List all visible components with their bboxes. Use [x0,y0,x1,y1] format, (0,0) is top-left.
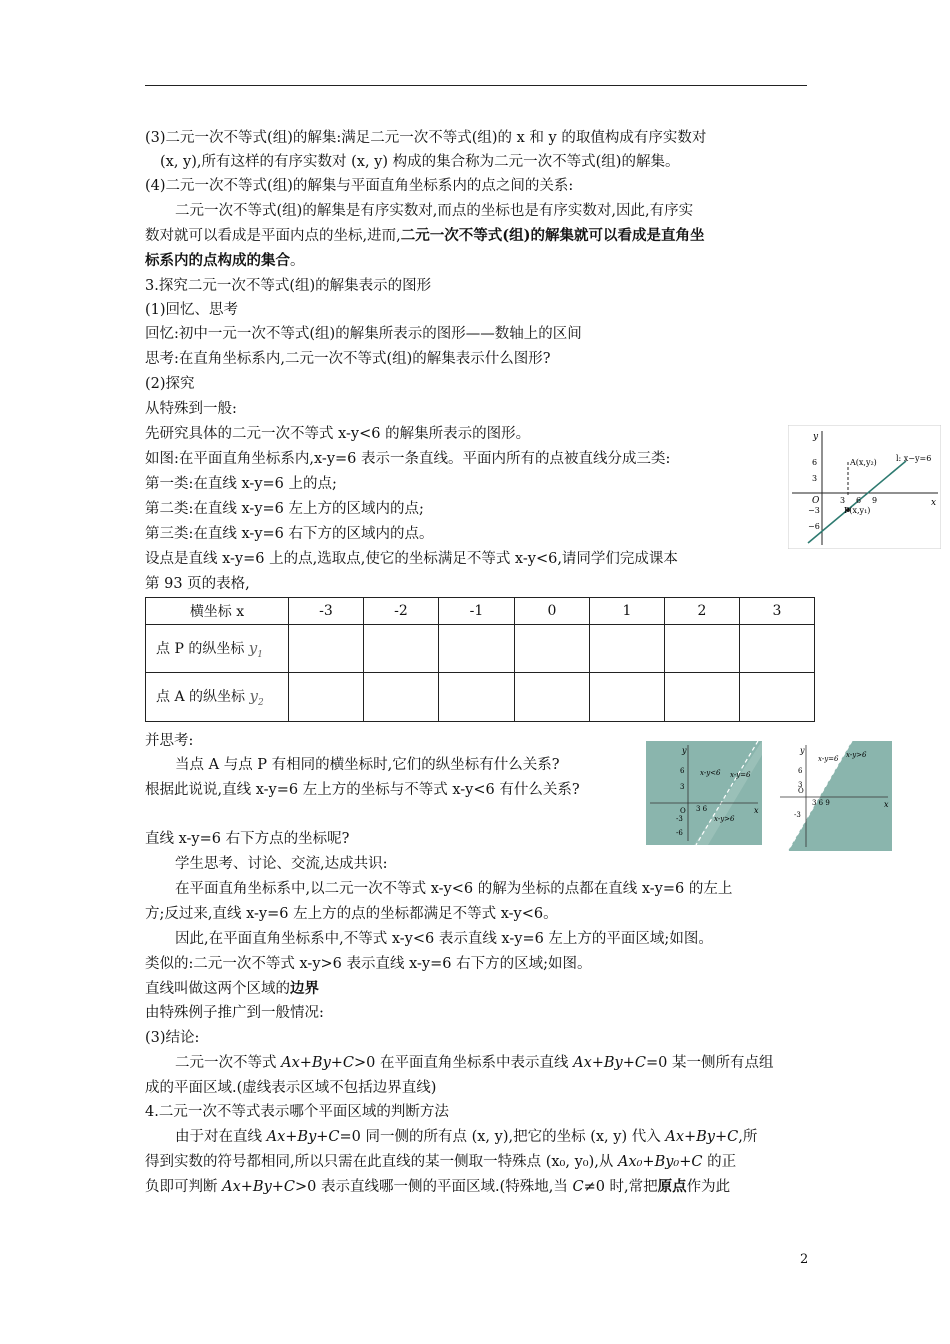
math-text: Ax+By+C [281,1055,354,1071]
para-line: 思考:在直角坐标系内,二元一次不等式(组)的解集表示什么图形? [145,351,551,367]
para-line [145,226,704,246]
text-run: 作为此 [686,1179,731,1195]
y2-symbol [249,687,264,708]
para-line: 因此,在平面直角坐标系中,不等式 x-y<6 表示直线 x-y=6 左上方的平面区域;如图。 [175,931,713,947]
para-line: 由特殊例子推广到一般情况: [145,1005,324,1021]
tick-label: -3 [676,815,683,823]
axis-label: y [800,746,805,755]
table-cell[interactable] [665,625,740,673]
bold-text: 二元一次不等式(组)的解集就可以看成是直角坐 [400,227,705,244]
table-header-cell: 横坐标 x [146,598,289,625]
para-line: 回忆:初中一元一次不等式(组)的解集所表示的图形——数轴上的区间 [145,326,582,342]
axis-label: y [813,432,819,442]
para-line: 类似的:二元一次不等式 x-y>6 表示直线 x-y=6 右下方的区域;如图。 [145,956,592,972]
para-line [145,1177,730,1197]
axis-label: y [682,746,687,755]
para-line: 第二类:在直线 x-y=6 左上方的区域内的点; [145,501,424,517]
region-label: x-y>6 [714,815,735,823]
region-label: x-y>6 [846,751,867,759]
text-run: ≠0 时,常把 [583,1179,658,1195]
text-run: 由于对在直线 [175,1129,267,1145]
table-header-cell: 0 [515,598,590,625]
text-run: 直线叫做这两个区域的 [145,981,290,997]
row-label-cell [146,625,289,673]
text-run: 数对就可以看成是平面内点的坐标,进而, [145,228,401,244]
para-line: 直线 x-y=6 右下方点的坐标呢? [145,831,350,847]
table-cell[interactable] [740,673,815,722]
tick-label: -6 [676,829,683,837]
table-cell[interactable] [590,625,665,673]
tick-label: 3 [798,781,803,789]
text-run: >0 在平面直角坐标系中表示直线 [354,1055,574,1071]
table-cell[interactable] [515,625,590,673]
text-run: =0 某一侧所有点组 [645,1055,774,1071]
table-cell[interactable] [289,673,364,722]
sub-heading: (1)回忆、思考 [145,302,239,318]
table-cell[interactable] [590,673,665,722]
tick-label: 6 [856,496,862,505]
table-cell[interactable] [289,625,364,673]
subscript: 1 [257,649,263,660]
tick-label: 3 6 [696,805,708,813]
point-label: A(x,y₂) [850,458,877,467]
text-run: 的正 [702,1154,737,1170]
subscript: 2 [257,698,264,708]
bold-text: 原点 [657,1178,687,1195]
table-cell[interactable] [665,673,740,722]
page-number: 2 [800,1252,809,1267]
para-line: 方;反过来,直线 x-y=6 左上方的点的坐标都满足不等式 x-y<6。 [145,906,558,922]
text-run: 。 [290,253,305,269]
section-heading: 4.二元一次不等式表示哪个平面区域的判断方法 [145,1104,449,1120]
table-header-cell: 1 [590,598,665,625]
text-run: >0 表示直线哪一侧的平面区域.(特殊地,当 [295,1179,573,1195]
para-line: (x, y),所有这样的有序实数对 (x, y) 构成的集合称为二元一次不等式(组)的解集。 [160,154,680,170]
region-graph-figure-left [646,741,762,845]
row-label: 点 A 的纵坐标 [156,689,246,705]
table-cell[interactable] [364,673,439,722]
para-line: 设点是直线 x-y=6 上的点,选取点,使它的坐标满足不等式 x-y<6,请同学们完成课本 [145,551,678,567]
para-line: 第 93 页的表格, [145,576,250,592]
math-text: C [572,1179,584,1195]
tick-label: −3 [808,506,820,515]
coordinate-table [145,597,815,722]
math-text: Ax+By+C [573,1055,646,1071]
section-heading: 3.探究二元一次不等式(组)的解集表示的图形 [145,278,432,294]
math-text: Ax₀+By₀+C [617,1154,703,1170]
para-line: 从特殊到一般: [145,401,237,417]
table-cell[interactable] [740,625,815,673]
para-line: 二元一次不等式(组)的解集是有序实数对,而点的坐标也是有序实数对,因此,有序实 [175,203,694,219]
bold-text: 边界 [290,980,319,997]
sub-heading: (2)探究 [145,376,195,392]
y1-symbol [248,638,263,660]
point-label: P(x,y₁) [844,506,871,515]
para-line: 学生思考、讨论、交流,达成共识: [175,856,388,872]
line-label: x-y=6 [730,771,751,779]
table-header-cell: -2 [364,598,439,625]
tick-label: 6 [680,767,685,775]
line-label: x-y=6 [818,755,839,763]
math-text: Ax+By+C [266,1129,340,1145]
para-line: 并思考: [145,733,194,749]
tick-label: 6 [812,458,818,467]
header-rule [145,85,807,86]
table-cell[interactable] [364,625,439,673]
table-cell[interactable] [439,673,515,722]
para-line [145,251,305,271]
para-line: 如图:在平面直角坐标系内,x-y=6 表示一条直线。平面内所有的点被直线分成三类: [145,451,671,467]
tick-label: −6 [808,522,820,531]
para-line [145,1152,736,1172]
bold-text: 标系内的点构成的集合 [145,252,290,269]
table-cell[interactable] [439,625,515,673]
tick-label: -3 [794,811,801,819]
y-letter: y [249,687,258,705]
para-line: 当点 A 与点 P 有相同的横坐标时,它们的纵坐标有什么关系? [175,757,560,773]
para-line [145,979,319,999]
para-line: 成的平面区域.(虚线表示区域不包括边界直线) [145,1080,437,1096]
origin-label: O [812,496,820,506]
para-line: (4)二元一次不等式(组)的解集与平面直角坐标系内的点之间的关系: [145,178,574,194]
para-line: 第三类:在直线 x-y=6 右下方的区域内的点。 [145,526,434,542]
origin-label: O [798,787,804,795]
line-graph-figure [788,425,941,549]
tick-label: 3 [680,783,685,791]
text-run: =0 同一侧的所有点 (x, y),把它的坐标 (x, y) 代入 [339,1129,666,1145]
tick-label: 9 [872,496,878,505]
text-run: ,所 [738,1129,758,1145]
table-header-cell: -3 [289,598,364,625]
row-label: 点 P 的纵坐标 [156,640,245,657]
text-run: 得到实数的符号都相同,所以只需在此直线的某一侧取一特殊点 (x₀, y₀),从 [145,1154,618,1170]
para-line [175,1127,757,1147]
line-label: l: x−y=6 [896,454,932,463]
table-header-cell: -1 [439,598,515,625]
para-line: 根据此说说,直线 x-y=6 左上方的坐标与不等式 x-y<6 有什么关系? [145,782,580,798]
table-row [146,673,815,722]
para-line: (3)二元一次不等式(组)的解集:满足二元一次不等式(组)的 x 和 y 的取值构成有序实数对 [145,130,707,146]
region-graph-figure-right [776,741,892,851]
axis-label: x [754,806,759,815]
math-text: Ax+By+C [665,1129,739,1145]
origin-label: O [680,807,686,815]
tick-label: 6 [798,767,803,775]
y-letter: y [248,638,258,657]
axis-label: x [931,498,937,508]
table-header-cell: 3 [740,598,815,625]
text-run: 负即可判断 [145,1179,223,1195]
sub-heading: (3)结论: [145,1030,200,1046]
para-line [175,1053,773,1073]
para-line: 在平面直角坐标系中,以二元一次不等式 x-y<6 的解为坐标的点都在直线 x-y=6 的左上 [175,881,733,897]
table-header-cell: 2 [665,598,740,625]
tick-label: 3 6 9 [812,799,830,807]
tick-label: 3 [840,496,846,505]
para-line: 第一类:在直线 x-y=6 上的点; [145,476,337,492]
table-cell[interactable] [515,673,590,722]
text-run: 二元一次不等式 [175,1055,282,1071]
para-line: 先研究具体的二元一次不等式 x-y<6 的解集所表示的图形。 [145,426,531,442]
tick-label: 3 [812,474,818,483]
axis-label: x [884,800,889,809]
math-text: Ax+By+C [222,1179,295,1195]
table-row [146,625,815,673]
row-label-cell [146,673,289,722]
region-label: x-y<6 [700,769,721,777]
